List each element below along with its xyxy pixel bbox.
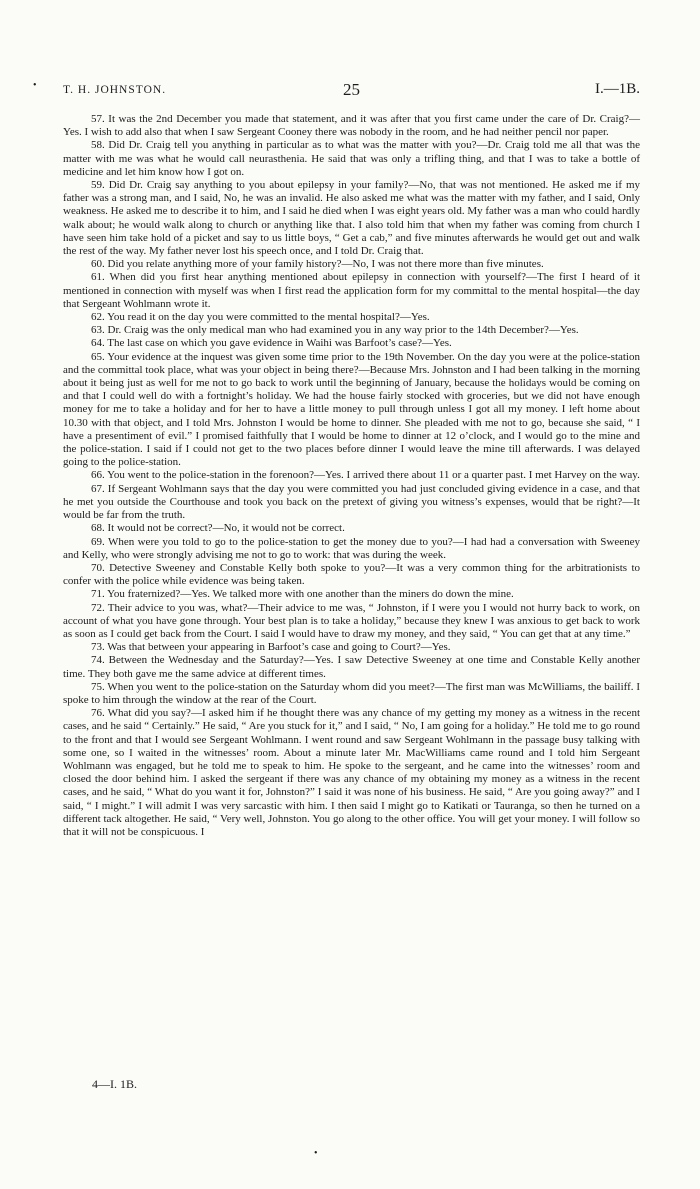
paragraph-70: 70. Detective Sweeney and Constable Kelly both spoke to you?—It was a very common thing for the arbitrationists to confer with the police while evidence was being taken. (63, 561, 640, 588)
paragraph-75: 75. When you went to the police-station on the Saturday whom did you meet?—The first man was McWilliams, the bailiff. I spoke to him through the window at the rear of the Court. (63, 680, 640, 706)
footer-dot: • (314, 1148, 318, 1159)
paragraph-68: 68. It would not be correct?—No, it would not be correct. (91, 522, 345, 535)
paragraph-63: 63. Dr. Craig was the only medical man who had examined you in any way prior to the 14th December?—Yes. (91, 324, 579, 337)
paragraph-69: 69. When were you told to go to the police-station to get the money due to you?—I had had a conversation with Sweeney and Kelly, who were strongly advising me not to go to work: that was during the week. (63, 535, 640, 561)
paragraph-58: 58. Did Dr. Craig tell you anything in particular as to what was the matter with you?—Dr. Craig told me all that was the matter with me was what he would call neurasthenia. He said that was only a trifling thing, and that I was to take a bottle of medicine and let him know how I got on. (63, 139, 640, 178)
paragraph-60: 60. Did you relate anything more of your family history?—No, I was not there more than five minutes. (91, 258, 544, 271)
header-reference: I.—1B. (595, 81, 640, 97)
page-number: 25 (343, 80, 360, 99)
header-author: T. H. JOHNSTON. (63, 84, 167, 96)
paragraph-67: 67. If Sergeant Wohlmann says that the day you were committed you had just concluded giving evidence in a case, and that he met you outside the Courthouse and took you back on the pretext of giving you witness’s expenses, would that be right?—It would be far from the truth. (63, 482, 640, 522)
paragraph-73: 73. Was that between your appearing in Barfoot’s case and going to Court?—Yes. (91, 641, 451, 654)
margin-mark: • (33, 80, 37, 91)
body-text (63, 113, 640, 839)
paragraph-71: 71. You fraternized?—Yes. We talked more with one another than the miners do down the mine. (91, 588, 514, 601)
paragraph-64: 64. The last case on which you gave evidence in Waihi was Barfoot’s case?—Yes. (91, 337, 452, 350)
paragraph-66: 66. You went to the police-station in the forenoon?—Yes. I arrived there about 11 or a quarter past. I met Harvey on the way. (91, 469, 640, 482)
page-header (63, 80, 640, 104)
paragraph-57: 57. It was the 2nd December you made that statement, and it was after that you first came under the care of Dr. Craig?—Yes. I wish to add also that when I saw Sergeant Cooney there was nobody in the room, and he had neither pencil nor paper. (63, 113, 640, 139)
paragraph-65: 65. Your evidence at the inquest was given some time prior to the 19th November. On the day you were at the police-station and the committal took place, what was your object in being there?—Because Mrs. Johnston and I had been talking in the morning about it being just as well for me not to go back to work until the beginning of January, because the holidays would be coming on and that I could well do with a fortnight’s holiday. We had the house fairly stocked with groceries, but we did not have enough money for me to take a holiday and for her to have a little money to pull through unless I got all my money. I left home about 10.30 with that object, and I told Mrs. Johnston I would be home to dinner. She pleaded with me not to go, because she said, “ I have a presentiment of evil.” I promised faithfully that I would be home to dinner at 12 o’clock, and I would go to the mine and the police-station. I said if I could not get to the two places before dinner I would leave the mine till afterwards. I was delayed going to the police-station. (63, 350, 640, 469)
paragraph-72: 72. Their advice to you was, what?—Their advice to me was, “ Johnston, if I were you I would not hurry back to work, on account of what you have gone through. Your best plan is to take a holiday,” because they knew I was anxious to get back to work as soon as I could get back from the Court. I said I would have to draw my money, and they said, “ You can get that at any time.” (63, 601, 640, 640)
paragraph-61: 61. When did you first hear anything mentioned about epilepsy in connection with yourself?—The first I heard of it mentioned in connection with myself was when I first read the application form for my committal to the mental hospital—the day that Sergeant Wohlmann wrote it. (63, 271, 640, 310)
paragraph-74: 74. Between the Wednesday and the Saturday?—Yes. I saw Detective Sweeney at one time and Constable Kelly another time. They both gave me the same advice at different times. (63, 654, 640, 680)
signature-mark: 4—I. 1B. (92, 1077, 137, 1091)
paragraph-59: 59. Did Dr. Craig say anything to you about epilepsy in your family?—No, that was not mentioned. He asked me if my father was a strong man, and I said, No, he was an invalid. He also asked me what was the matter with my father, and I said, Only weakness. He asked me to describe it to him, and I said he died when I was eight years old. My father was a man who could hardly walk about; he would walk along to church or anything like that. I also told him that when my father was coming from church I have seen him take hold of a picket and say to us little boys, “ Get a cab,” and five minutes afterwards he would get out and walk the rest of the way. My father never lost his speech once, and I told Dr. Craig that. (63, 179, 640, 258)
paragraph-76: 76. What did you say?—I asked him if he thought there was any chance of my getting my money as a witness in the recent cases, and he said “ Certainly.” He said, “ Are you stuck for it,” and I said, “ No, I am going for a holiday.” He told me to go round to the front and that I would see Sergeant Wohlmann. I went round and saw Sergeant Wohlmann in the passage busy talking with some one, so I waited in the witnesses’ room. About a minute later Mr. MacWilliams came round and I told him Sergeant Wohlmann was engaged, but he told me to speak to him. He spoke to the sergeant, and he came into the witnesses’ room and closed the door behind him. I asked the sergeant if there was any chance of my obtaining my money as a witness in the recent cases, and he said, “ What do you want it for, Johnston?” I said it was none of his business. He said, “ Are you going away?” and I said, “ I might.” I will admit I was very sarcastic with him. I then said I might go to Katikati or Tauranga, so then he turned on a different tack altogether. He said, “ Very well, Johnston. You go along to the other office. You will get your money. I will follow so that it will not be conspicuous. I (63, 707, 640, 838)
paragraph-62: 62. You read it on the day you were committed to the mental hospital?—Yes. (91, 311, 430, 324)
